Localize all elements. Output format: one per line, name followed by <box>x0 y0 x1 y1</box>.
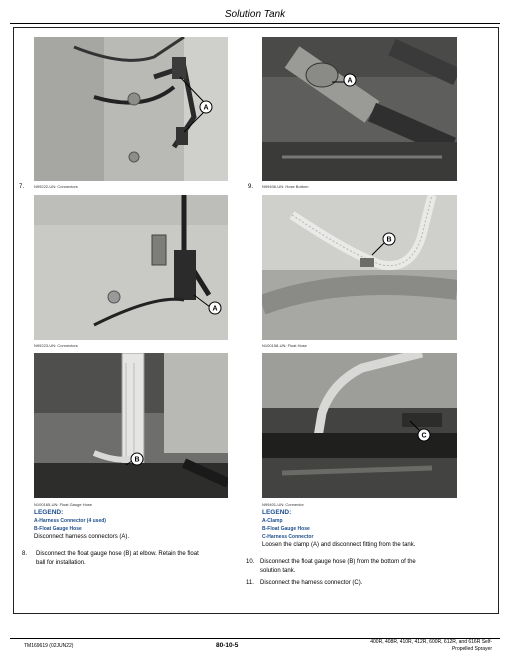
callout-c-label: C <box>421 432 427 440</box>
photo-float-gauge-hose <box>34 353 228 498</box>
callout-a-label: A <box>212 305 218 313</box>
step-text-line: Disconnect the float gauge hose (B) at elbow. Retain the float <box>36 551 199 557</box>
photo-caption: N99406-UN: Hose Bottom <box>262 184 309 189</box>
legend-item: B-Float Gauge Hose <box>262 526 310 532</box>
step-number: 11. <box>246 580 254 586</box>
callout-b-label: B <box>134 456 140 464</box>
model-line: Propelled Sprayer <box>451 646 492 652</box>
step-11 <box>246 579 496 589</box>
header-rule <box>10 23 500 24</box>
photo-connectors-1 <box>34 37 228 181</box>
page-title: Solution Tank <box>224 9 286 20</box>
photo-connector <box>262 353 457 498</box>
step-text-line: solution tank. <box>260 567 296 574</box>
step-number-9: 9. <box>248 184 254 190</box>
model-line: 400R, 408R, 410R, 412R, 600R, 612R, and 616R Self- <box>370 639 492 645</box>
doc-id: TM169619 (02JUN22) <box>24 643 74 649</box>
photo-caption: N99223-UN: Connectors <box>34 343 78 348</box>
photo-connectors-2 <box>34 195 228 340</box>
step-text-line: Disconnect the float gauge hose (B) from the bottom of the <box>260 559 416 565</box>
step-8 <box>22 550 272 570</box>
step-number-7: 7. <box>19 184 25 190</box>
photo-caption: N99401-UN: Connector <box>262 502 304 507</box>
photo-float-hose <box>262 195 457 340</box>
photo-caption: N100165-UN: Float Gauge Hose <box>34 502 93 507</box>
photo-caption: N99222-UN: Connectors <box>34 184 78 189</box>
legend-item: A-Harness Connector (4 used) <box>34 518 106 524</box>
callout-b-label: B <box>386 236 392 244</box>
instruction-text: Disconnect harness connectors (A). <box>34 534 130 540</box>
step-10 <box>246 558 496 578</box>
photo-hose-bottom <box>262 37 457 181</box>
legend-item: A-Clamp <box>262 518 283 524</box>
legend-item: B-Float Gauge Hose <box>34 526 82 532</box>
step-number: 10. <box>246 559 255 565</box>
step-number: 8. <box>22 551 28 557</box>
callout-a-label: A <box>347 77 353 85</box>
step-text-line: ball for installation. <box>36 559 86 566</box>
legend-title: LEGEND: <box>262 509 292 516</box>
step-text-line: Disconnect the harness connector (C). <box>260 580 363 586</box>
model-info <box>286 639 492 653</box>
photo-caption: N100158-UN: Float Hose <box>262 343 307 348</box>
legend-item: C-Harness Connector <box>262 534 314 540</box>
instruction-text: Loosen the clamp (A) and disconnect fitting from the tank. <box>262 542 416 548</box>
legend-title: LEGEND: <box>34 509 64 516</box>
page-number: 80-10-5 <box>216 642 239 649</box>
callout-a-label: A <box>203 104 209 112</box>
